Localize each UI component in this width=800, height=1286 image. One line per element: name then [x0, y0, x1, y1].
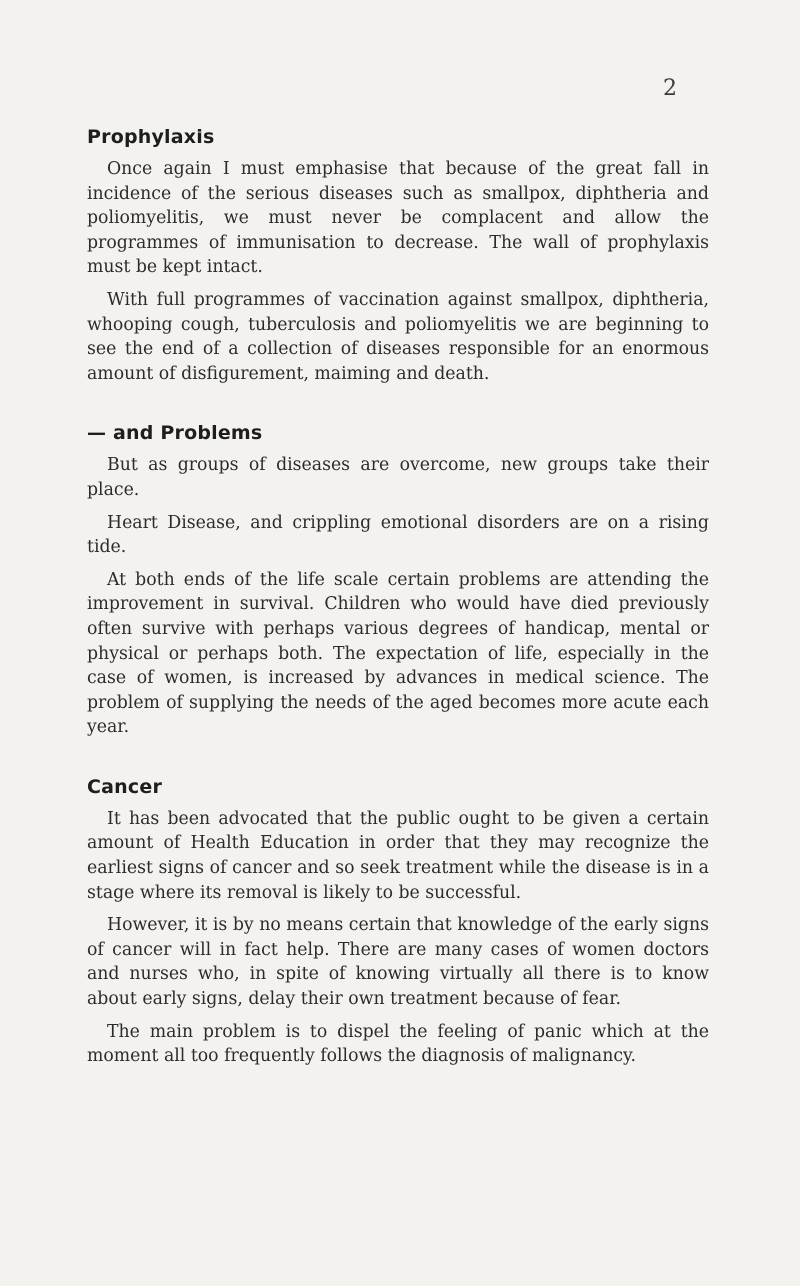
paragraph: At both ends of the life scale certain problems are attending the improvement in survival. Children who would have died previously often survive with perhaps various degrees of handicap, mental or physical or perhaps both. The expectation of life, especially in the case of women, is increased by advances in medical science. The problem of supplying the needs of the aged becomes more acute each year. — [87, 569, 709, 738]
paragraph: However, it is by no means certain that knowledge of the early signs of cancer will in fact help. There are many cases of women doctors and nurses who, in spite of knowing virtually all there is to know about early signs, delay their own treatment because of fear. — [87, 915, 709, 1010]
paragraph: Heart Disease, and crippling emotional disorders are on a rising tide. — [87, 512, 709, 558]
page-body — [87, 126, 709, 1077]
paragraph: Once again I must emphasise that because of the great fall in incidence of the serious diseases such as smallpox, diphtheria and poliomyelitis, we must never be complacent and allow the programmes of immunisation to decrease. The wall of prophylaxis must be kept intact. — [87, 159, 709, 278]
section-prophylaxis — [87, 126, 709, 386]
page-number: 2 — [663, 76, 677, 101]
section-heading: Cancer — [87, 775, 163, 798]
paragraph: But as groups of diseases are overcome, new groups take their place. — [87, 455, 709, 500]
paragraph: The main problem is to dispel the feeling of panic which at the moment all too frequently follows the diagnosis of malignancy. — [87, 1021, 709, 1067]
section-and-problems — [87, 422, 709, 740]
section-heading: — and Problems — [87, 422, 263, 445]
paragraph: It has been advocated that the public ought to be given a certain amount of Health Education in order that they may recognize the earliest signs of cancer and so seek treatment while the disease is in a stage where its removal is likely to be successful. — [87, 808, 709, 903]
section-heading: Prophylaxis — [87, 126, 215, 148]
section-cancer — [87, 776, 709, 1069]
paragraph: With full programmes of vaccination against smallpox, diphtheria, whooping cough, tuberculosis and poliomyelitis we are beginning to see the end of a collection of diseases responsible for an enormous amount of disfigurement, maiming and death. — [87, 289, 709, 384]
